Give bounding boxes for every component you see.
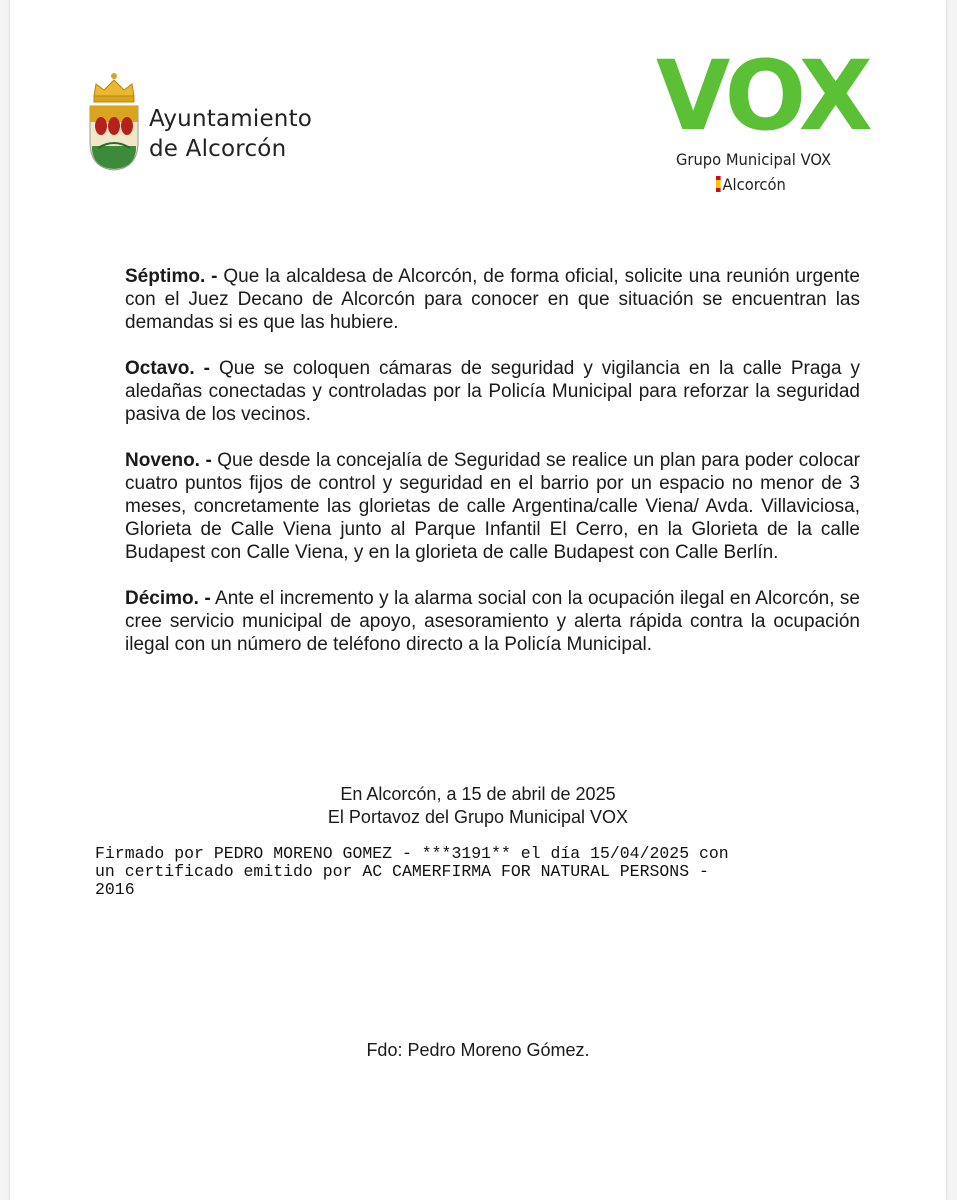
vox-city [716,175,786,194]
paragraph-text: Que desde la concejalía de Seguridad se realice un plan para poder colocar cuatro puntos fijos de control y seguridad en el barrio por un espacio no menor de 3 meses, concretamente las glorietas de calle Argentina/calle Viena/ Avda. Villaviciosa, Glorieta de Calle Viena junto al Parque Infantil El Cerro, en la Glorieta de la calle Budapest con Calle Viena, y en la glorieta de calle Budapest con Calle Berlín. [125,450,860,563]
ayuntamiento-line2: de Alcorcón [149,136,287,162]
paragraph-label: Noveno. - [125,450,212,471]
vox-header [656,40,876,208]
vox-logo: VOX [656,40,869,152]
signatory-role: El Portavoz del Grupo Municipal VOX [327,807,629,827]
vox-city-label: Alcorcón [722,175,786,194]
ayuntamiento-line1: Ayuntamiento [149,106,313,132]
signed-by: Fdo: Pedro Moreno Gómez. [366,1040,590,1060]
spain-flag-icon [716,176,721,192]
ayuntamiento-name [149,104,312,164]
paragraph-septimo [125,265,860,334]
place-date: En Alcorcón, a 15 de abril de 2025 [340,784,616,804]
digital-signature-stamp: Firmado por PEDRO MORENO GOMEZ - ***3191** el día 15/04/2025 con un certificado emitido por AC CAMERFIRMA FOR NATURAL PERSONS - 2016 [95,844,729,899]
paragraph-text: Ante el incremento y la alarma social con la ocupación ilegal en Alcorcón, se cree servicio municipal de apoyo, asesoramiento y alerta rápida contra la ocupación ilegal con un número de teléfono directo a la Policía Municipal. [125,588,860,655]
ayuntamiento-header [84,70,344,180]
document-body [125,265,860,679]
paragraph-label: Séptimo. - [125,266,218,287]
vox-group-name: Grupo Municipal VOX [676,150,832,169]
alcorcon-crest-icon [84,70,144,180]
paragraph-text: Que la alcaldesa de Alcorcón, de forma oficial, solicite una reunión urgente con el Juez Decano de Alcorcón para conocer en que situación se encuentran las demandas si es que las hubiere. [125,266,860,333]
paragraph-label: Décimo. - [125,588,211,609]
paragraph-octavo [125,357,860,426]
paragraph-noveno [125,449,860,564]
document-page [10,0,946,1200]
paragraph-text: Que se coloquen cámaras de seguridad y vigilancia en la calle Praga y aledañas conectadas y controladas por la Policía Municipal para reforzar la seguridad pasiva de los vecinos. [125,358,860,425]
closing-block [10,783,946,829]
paragraph-decimo [125,587,860,656]
paragraph-label: Octavo. - [125,358,210,379]
